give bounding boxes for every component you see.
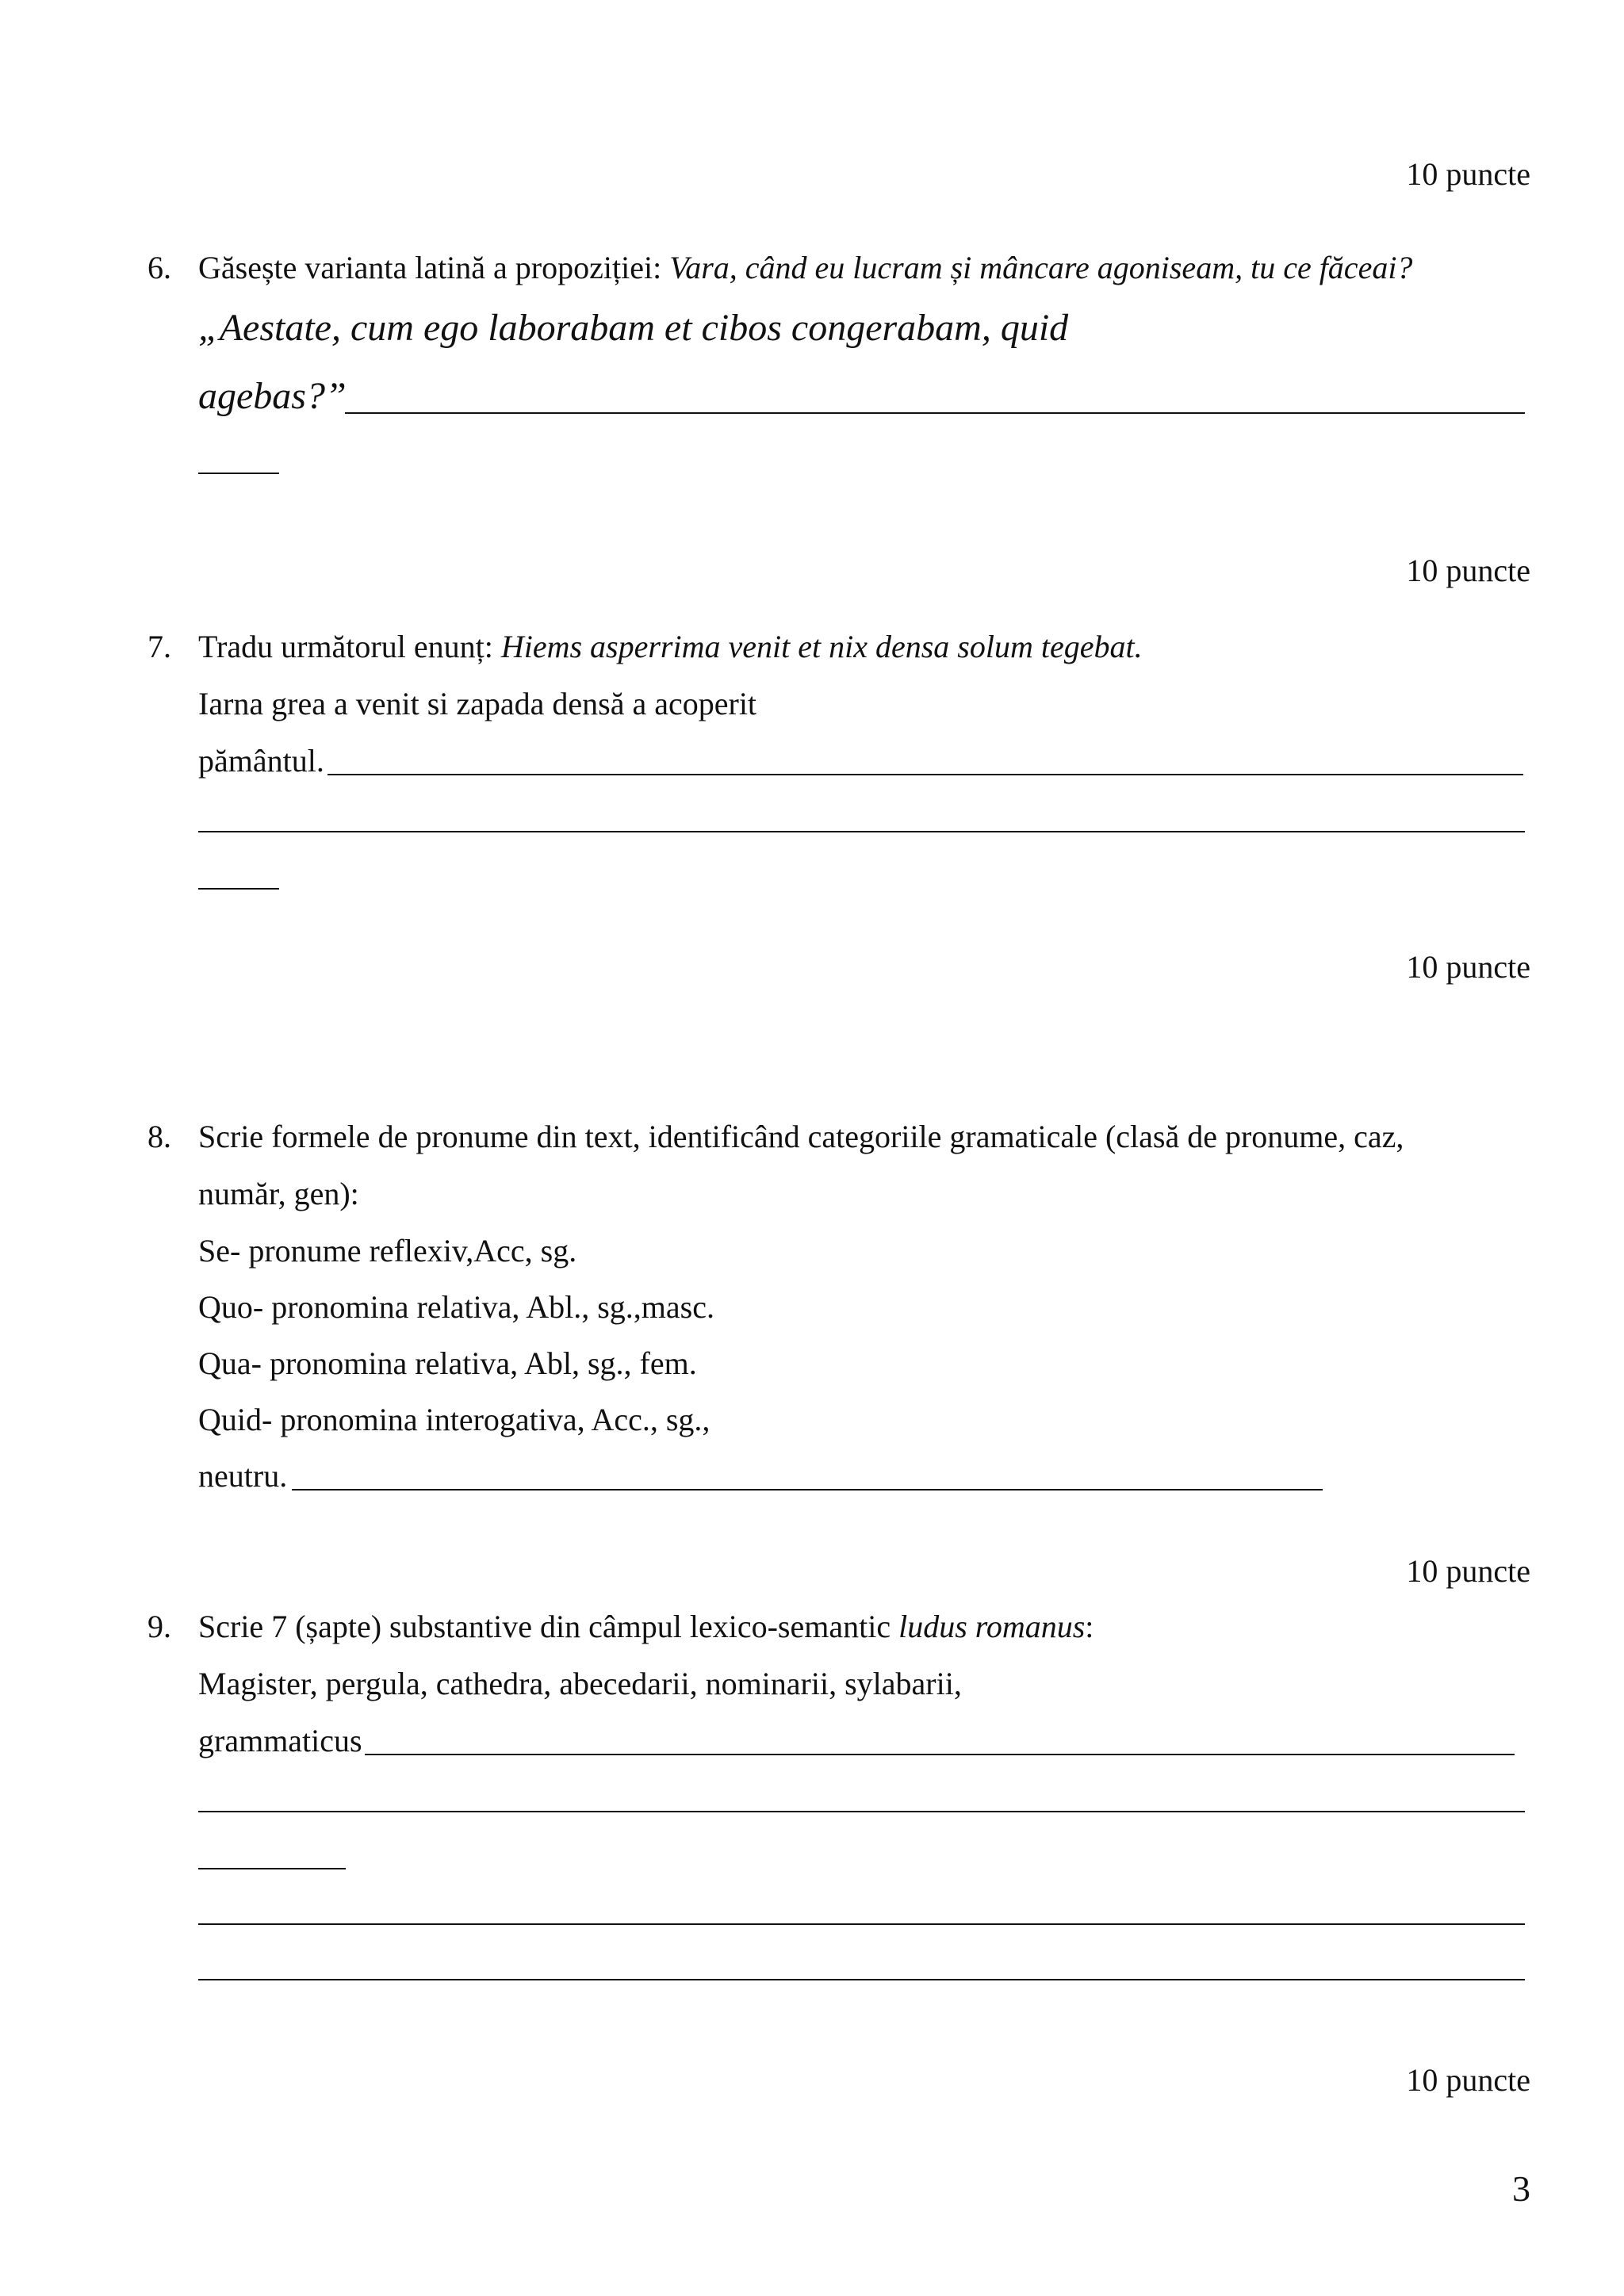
question-8-answer-2: Quo- pronomina relativa, Abl., sg.,masc.: [198, 1289, 714, 1325]
question-6-answer-line-1: „Aestate, cum ego laborabam et cibos congerabam, quid: [198, 307, 1069, 349]
question-8-answer-1: Se- pronume reflexiv,Acc, sg.: [198, 1233, 577, 1269]
points-label: 10 puncte: [1406, 949, 1530, 985]
answer-line: [198, 1979, 1525, 1980]
question-9-answer-line-2: grammaticus: [198, 1723, 362, 1758]
question-9-prompt-phrase: ludus romanus: [898, 1609, 1086, 1644]
question-9-prompt-end: :: [1085, 1609, 1094, 1644]
question-7-number: 7.: [147, 629, 171, 664]
question-6-prompt-text: Găsește varianta latină a propoziției:: [198, 250, 670, 285]
answer-line: [327, 774, 1523, 775]
question-9-answer-line-1: Magister, pergula, cathedra, abecedarii, nominarii, sylabarii,: [198, 1666, 962, 1701]
answer-line: [292, 1489, 1323, 1490]
answer-line: [198, 1868, 346, 1869]
answer-line: [365, 1754, 1515, 1755]
question-8-answer-3: Qua- pronomina relativa, Abl, sg., fem.: [198, 1345, 697, 1381]
question-7-prompt-text: Tradu următorul enunț:: [198, 629, 501, 664]
points-label: 10 puncte: [1406, 2062, 1530, 2098]
points-label: 10 puncte: [1406, 156, 1530, 192]
question-6-prompt: [198, 252, 1412, 284]
points-label: 10 puncte: [1406, 553, 1530, 588]
answer-line: [345, 412, 1525, 414]
question-9-number: 9.: [147, 1609, 171, 1644]
question-8-answer-4: Quid- pronomina interogativa, Acc., sg.,: [198, 1402, 710, 1437]
answer-line: [198, 1923, 1525, 1925]
points-label: 10 puncte: [1406, 1553, 1530, 1589]
page-number: 3: [1512, 2168, 1530, 2209]
question-8-number: 8.: [147, 1119, 171, 1154]
question-6-answer-line-2: agebas?”: [198, 375, 347, 417]
question-7-answer-line-2: pământul.: [198, 743, 324, 779]
question-7-prompt-phrase: Hiems asperrima venit et nix densa solum tegebat.: [500, 629, 1143, 664]
question-7-answer-line-1: Iarna grea a venit si zapada densă a acoperit: [198, 686, 757, 721]
question-8-answer-5: neutru.: [198, 1458, 288, 1494]
answer-line: [198, 473, 279, 474]
answer-line: [198, 888, 279, 890]
question-6-number: 6.: [147, 250, 171, 285]
question-9-prompt: [198, 1611, 1094, 1643]
question-8-prompt-line-2: număr, gen):: [198, 1176, 359, 1211]
question-9-prompt-text: Scrie 7 (șapte) substantive din câmpul lexico-semantic: [198, 1609, 899, 1644]
answer-line: [198, 831, 1525, 832]
question-6-prompt-phrase: Vara, când eu lucram și mâncare agoniseam, tu ce făceai?: [669, 250, 1413, 285]
answer-line: [198, 1811, 1525, 1812]
question-7-prompt: [198, 631, 1143, 663]
question-8-prompt-line-1: Scrie formele de pronume din text, identificând categoriile gramaticale (clasă de pronume, caz,: [198, 1119, 1404, 1154]
